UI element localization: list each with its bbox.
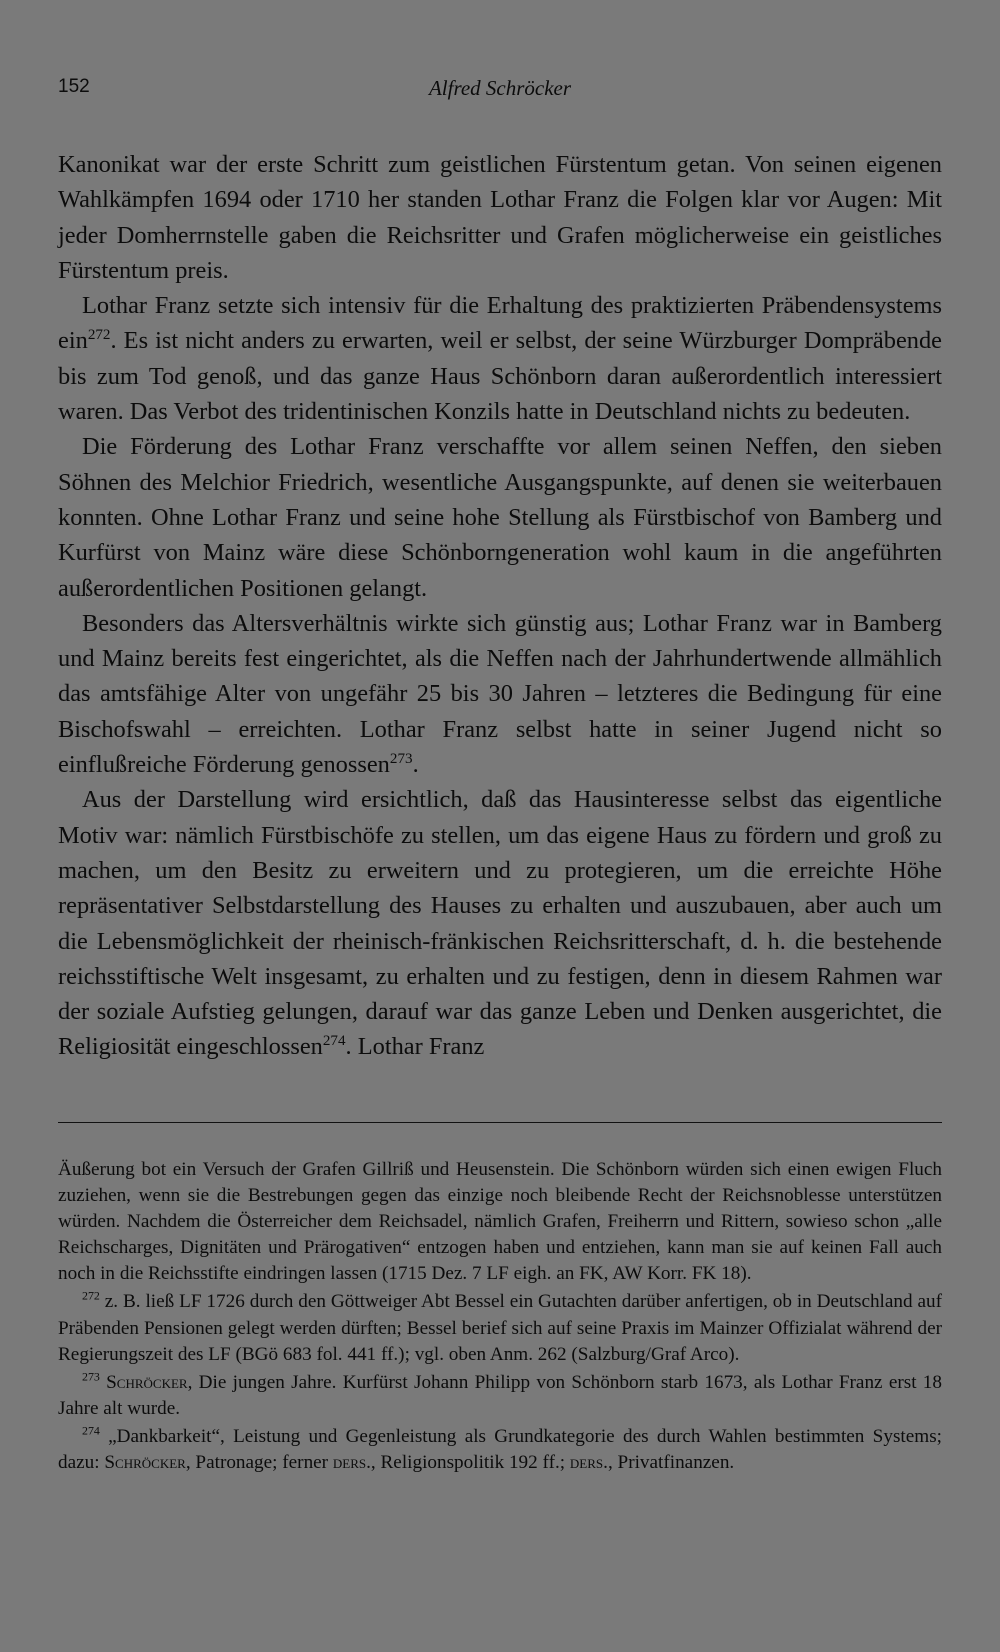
author-name: ders.	[569, 1452, 608, 1474]
footnote-ref-272: 272	[87, 327, 111, 344]
footnote-number: 274	[82, 1423, 100, 1438]
footnotes	[58, 1157, 942, 1476]
footnote-separator	[58, 1122, 942, 1123]
footnote-continuation: Äußerung bot ein Versuch der Grafen Gillriß und Heusenstein. Die Schönborn würden sich einen ewigen Fluch zuziehen, wenn sie die Bestrebungen gegen das einzige noch bleibende Recht der Reichsnoblesse unterstützen würden. Nachdem die Österreicher dem Reichsadel, nämlich Grafen, Freiherrn und Rittern, sowieso schon „alle Reichscharges, Dignitäten und Prärogativen“ entzogen haben und entziehen, kann man sie auf keinen Fall auch noch in die Reichsstifte eindringen lassen (1715 Dez. 7 LF eigh. an FK, AW Korr. FK 18).	[58, 1159, 942, 1285]
page-header	[58, 76, 942, 106]
footnote-number: 272	[82, 1289, 100, 1304]
paragraph-5: Aus der Darstellung wird ersichtlich, daß das Hausinteresse selbst das eigentliche Motiv war: nämlich Fürstbischöfe zu stellen, um das eigene Haus zu fördern und groß zu machen, um den Besitz zu erweitern und zu protegieren, um die erreichte Höhe repräsentativer Selbstdarstellung des Hauses zu erhalten und auszubauen, aber auch um die Lebensmöglichkeit der rheinisch-fränkischen Reichsritterschaft, d. h. die bestehende reichsstiftische Welt insgesamt, zu erhalten und zu festigen, denn in diesem Rahmen war der soziale Aufstieg gelungen, darauf war das ganze Leben und Denken ausgerichtet, die Religiosität eingeschlossen$^{274}$. Lothar Franz	[58, 786, 942, 1061]
footnote-ref-273: 273	[389, 750, 413, 767]
footnote-274: $^{274}$ „Dankbarkeit“, Leistung und Gegenleistung als Grundkategorie des durch Wahlen bestimmten Systems; dazu: Schröcker, Patronage; ferner ders., Religionspolitik 192 ff.; ders., Privatfinanzen.	[58, 1423, 942, 1474]
footnote-273: $^{273}$ Schröcker, Die jungen Jahre. Kurfürst Johann Philipp von Schönborn starb 1673, als Lothar Franz erst 18 Jahre alt wurde.	[58, 1369, 942, 1419]
paragraph-3: Die Förderung des Lothar Franz verschaffte vor allem seinen Neffen, den sieben Söhnen des Melchior Friedrich, wesentliche Ausgangspunkte, auf denen sie weiterbauen konnten. Ohne Lothar Franz und seine hohe Stellung als Fürstbischof von Bamberg und Kurfürst von Mainz wäre diese Schönborngeneration wohl kaum in die angeführten außerordentlichen Positionen gelangt.	[58, 433, 942, 602]
footnote-ref-274: 274	[322, 1033, 346, 1050]
author-name: Schröcker	[106, 1371, 188, 1393]
paragraph-2: Lothar Franz setzte sich intensiv für die Erhaltung des praktizierten Präbendensystems ein$^{272}$. Es ist nicht anders zu erwarten, weil er selbst, der seine Würzburger Dompräbende bis zum Tod genoß, und das ganze Haus Schönborn daran außerordentlich interessiert waren. Das Verbot des tridentinischen Konzils hatte in Deutschland nichts zu bedeuten.	[58, 292, 942, 426]
main-text	[58, 147, 942, 1065]
footnote-number: 273	[82, 1369, 100, 1384]
page-number: 152	[58, 76, 90, 97]
paragraph-1: Kanonikat war der erste Schritt zum geistlichen Fürstentum getan. Von seinen eigenen Wahlkämpfen 1694 oder 1710 her standen Lothar Franz die Folgen klar vor Augen: Mit jeder Domherrnstelle gaben die Reichsritter und Grafen möglicherweise ein geistliches Fürstentum preis.	[58, 151, 942, 284]
author-name: Schröcker	[104, 1452, 186, 1474]
author-name: ders.	[332, 1452, 371, 1474]
paragraph-4: Besonders das Altersverhältnis wirkte sich günstig aus; Lothar Franz war in Bamberg und Mainz bereits fest eingerichtet, als die Neffen nach der Jahrhundertwende allmählich das amtsfähige Alter von ungefähr 25 bis 30 Jahren – letzteres die Bedingung für eine Bischofswahl – erreichten. Lothar Franz selbst hatte in seiner Jugend nicht so einflußreiche Förderung genossen$^{273}$.	[58, 609, 942, 779]
footnote-272: $^{272}$ z. B. ließ LF 1726 durch den Göttweiger Abt Bessel ein Gutachten darüber anfertigen, ob in Deutschland auf Präbenden Pensionen gelegt werden dürften; Bessel berief sich auf seine Praxis im Mainzer Offizialat während der Regierungszeit des LF (BGö 683 fol. 441 ff.); vgl. oben Anm. 262 (Salzburg/Graf Arco).	[58, 1289, 942, 1365]
running-title: Alfred Schröcker	[428, 76, 572, 100]
